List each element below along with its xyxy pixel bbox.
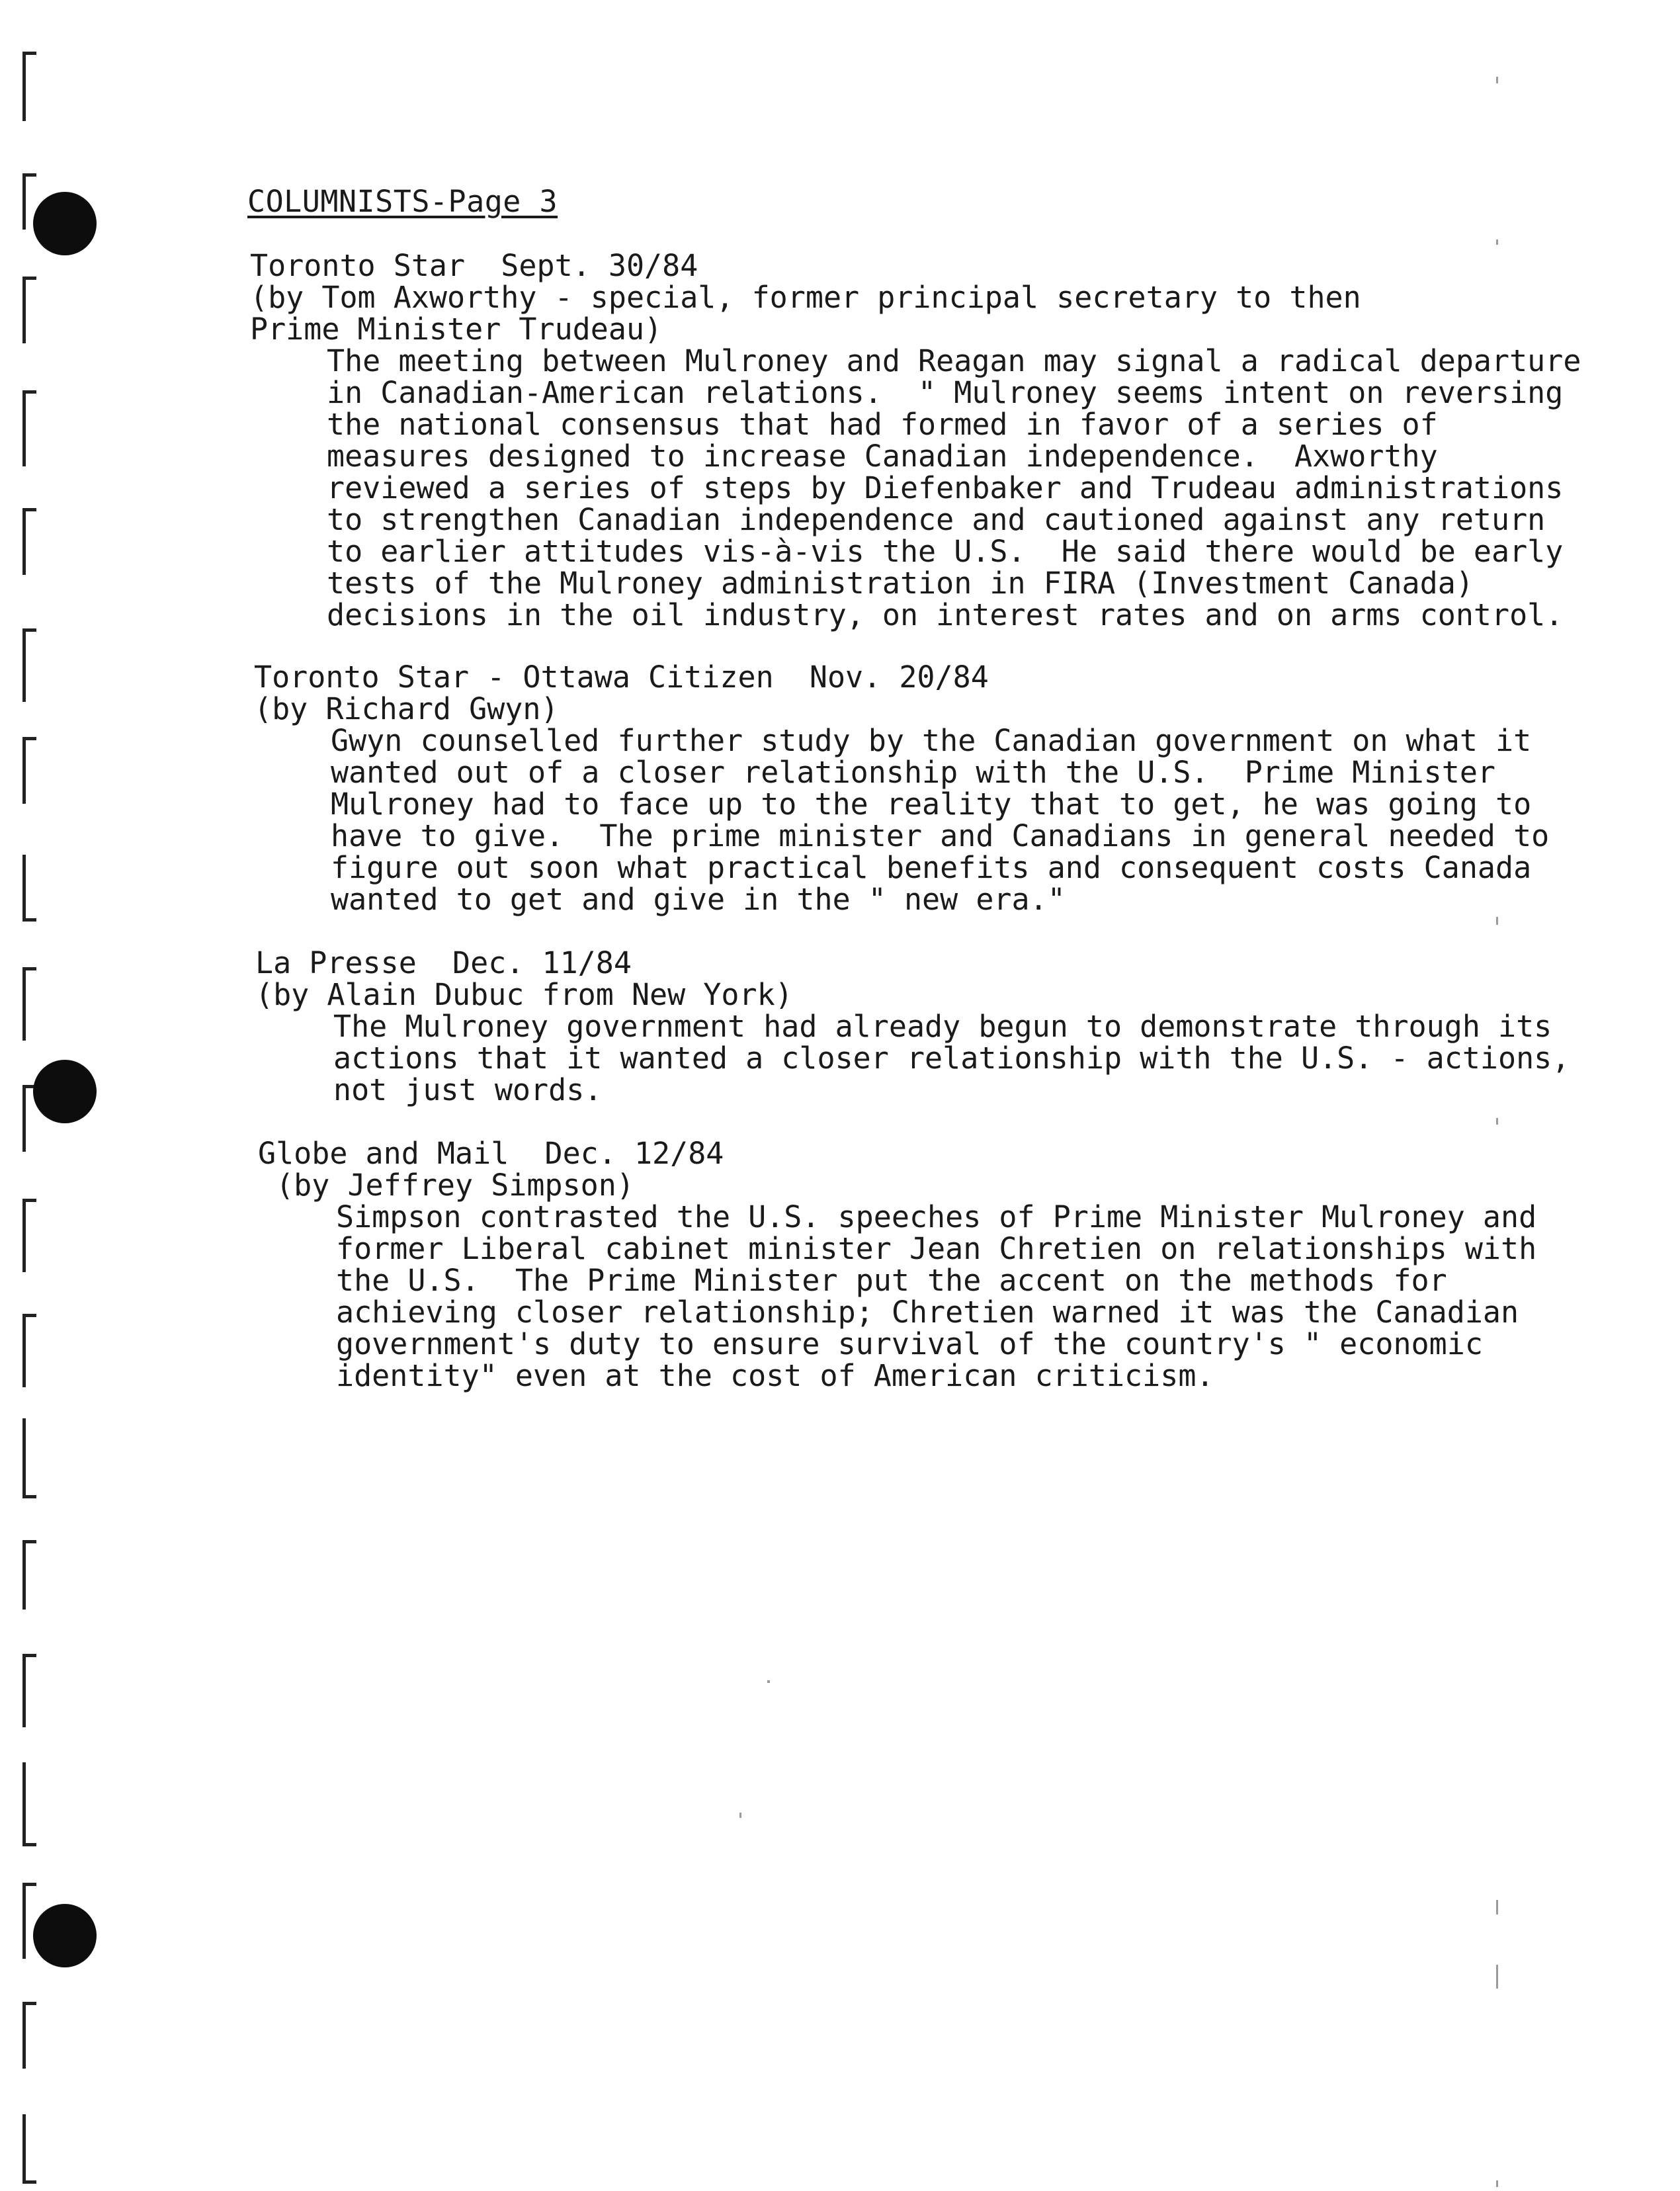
scan-speck	[1496, 917, 1498, 925]
binder-bracket-mark	[22, 277, 36, 343]
summary-line: decisions in the oil industry, on interest rates and on arms control.	[327, 597, 1564, 632]
binder-bracket-mark	[22, 52, 36, 121]
column-entry	[255, 947, 1570, 1106]
summary-line: to earlier attitudes vis-à-vis the U.S. He said there would be early	[327, 534, 1564, 569]
summary-line: to strengthen Canadian independence and cautioned against any return	[327, 502, 1546, 537]
binder-bracket-mark	[22, 628, 36, 702]
summary-line: have to give. The prime minister and Canadians in general needed to	[331, 818, 1550, 853]
entry-summary	[327, 345, 1581, 631]
scan-speck	[1496, 1118, 1498, 1125]
summary-line: the national consensus that had formed in favor of a series of	[327, 407, 1438, 442]
binder-bracket-mark	[22, 737, 36, 804]
column-entry	[250, 250, 1581, 631]
binder-bracket-mark	[22, 2114, 36, 2184]
summary-line: wanted out of a closer relationship with the U.S. Prime Minister	[331, 755, 1495, 790]
binder-bracket-mark	[22, 1883, 36, 1959]
binder-bracket-mark	[22, 508, 36, 575]
summary-line: Mulroney had to face up to the reality that to get, he was going to	[331, 787, 1532, 822]
summary-line: figure out soon what practical benefits and consequent costs Canada	[331, 850, 1532, 885]
scan-speck	[767, 1680, 770, 1683]
summary-line: not just words.	[333, 1072, 603, 1107]
binder-bracket-mark	[22, 390, 36, 466]
entry-source: La Presse Dec. 11/84	[255, 945, 632, 980]
binder-bracket-mark	[22, 1314, 36, 1387]
entry-source: Toronto Star Sept. 30/84	[250, 248, 698, 283]
entry-summary	[336, 1201, 1536, 1392]
column-entry	[258, 1138, 1536, 1392]
summary-line: achieving closer relationship; Chretien warned it was the Canadian	[336, 1295, 1519, 1330]
summary-line: government's duty to ensure survival of the country's " economic	[336, 1326, 1483, 1361]
punch-hole	[33, 1060, 97, 1123]
summary-line: The meeting between Mulroney and Reagan may signal a radical departure	[327, 343, 1581, 378]
entry-source: Toronto Star - Ottawa Citizen Nov. 20/84	[254, 660, 989, 695]
punch-hole	[33, 192, 97, 255]
summary-line: identity" even at the cost of American criticism.	[336, 1358, 1214, 1393]
summary-line: Simpson contrasted the U.S. speeches of Prime Minister Mulroney and	[336, 1199, 1537, 1234]
entry-byline: (by Alain Dubuc from New York)	[255, 977, 793, 1012]
summary-line: reviewed a series of steps by Diefenbaker and Trudeau administrations	[327, 470, 1564, 505]
summary-line: The Mulroney government had already begun to demonstrate through its	[333, 1009, 1552, 1044]
page-heading: COLUMNISTS-Page 3	[247, 184, 558, 219]
entry-source: Globe and Mail Dec. 12/84	[258, 1136, 724, 1171]
summary-line: actions that it wanted a closer relationship with the U.S. - actions,	[333, 1041, 1570, 1076]
binder-bracket-mark	[22, 1540, 36, 1610]
summary-line: in Canadian-American relations. " Mulroney seems intent on reversing	[327, 375, 1564, 410]
summary-line: wanted to get and give in the " new era."	[331, 882, 1066, 917]
binder-bracket-mark	[22, 967, 36, 1041]
scan-speck	[1496, 1900, 1498, 1914]
binder-bracket-mark	[22, 1199, 36, 1272]
scan-speck	[739, 1813, 741, 1818]
entry-byline: (by Tom Axworthy - special, former principal secretary to then	[250, 280, 1361, 315]
binder-bracket-mark	[22, 1762, 36, 1846]
summary-line: former Liberal cabinet minister Jean Chretien on relationships with	[336, 1231, 1537, 1266]
scan-speck	[1496, 2180, 1498, 2187]
summary-line: Gwyn counselled further study by the Canadian government on what it	[331, 723, 1532, 758]
summary-line: the U.S. The Prime Minister put the accent on the methods for	[336, 1263, 1447, 1298]
entry-byline: Prime Minister Trudeau)	[250, 312, 663, 347]
summary-line: tests of the Mulroney administration in FIRA (Investment Canada)	[327, 566, 1474, 601]
scan-speck	[1496, 1965, 1498, 1989]
binder-bracket-mark	[22, 855, 36, 922]
punch-hole	[33, 1904, 97, 1967]
binder-bracket-mark	[22, 1654, 36, 1727]
entry-summary	[333, 1011, 1570, 1106]
entry-byline: (by Richard Gwyn)	[254, 691, 559, 726]
scan-speck	[1496, 77, 1498, 83]
summary-line: measures designed to increase Canadian independence. Axworthy	[327, 439, 1438, 474]
entry-byline: (by Jeffrey Simpson)	[258, 1168, 634, 1203]
binder-bracket-mark	[22, 2002, 36, 2069]
entry-summary	[331, 725, 1549, 916]
column-entry	[254, 662, 1549, 916]
binder-bracket-mark	[22, 1418, 36, 1498]
scan-speck	[1496, 239, 1498, 245]
